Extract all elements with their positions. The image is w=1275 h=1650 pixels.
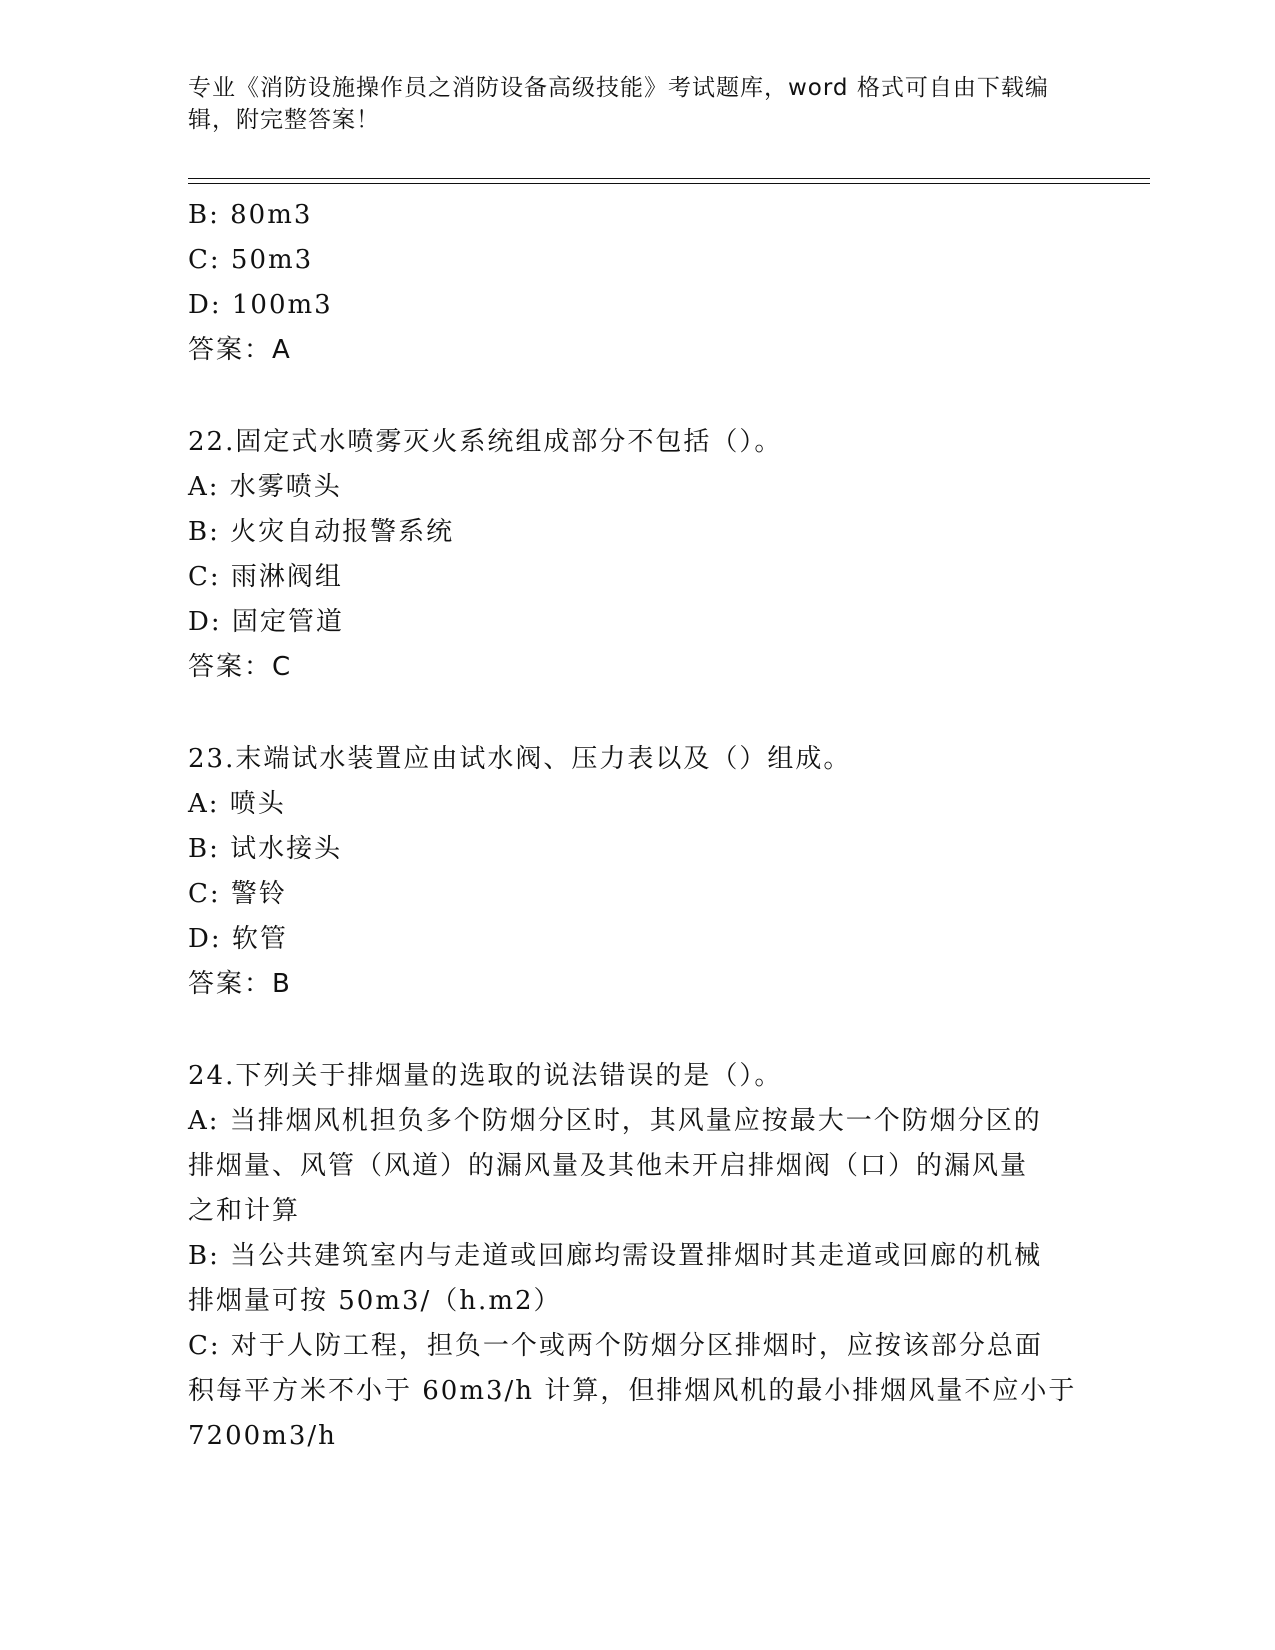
option-d: D: 固定管道 <box>188 607 344 637</box>
question-21 <box>188 193 1088 373</box>
option-b-line-2: 排烟量可按 50m3/（h.m2） <box>188 1286 562 1316</box>
option-c-line-1: C: 对于人防工程，担负一个或两个防烟分区排烟时，应按该部分总面 <box>188 1331 1043 1361</box>
header-note <box>188 72 1088 136</box>
question-text: 24.下列关于排烟量的选取的说法错误的是（）。 <box>188 1061 783 1091</box>
option-a-line-3: 之和计算 <box>188 1196 301 1226</box>
question-23 <box>188 737 1088 1007</box>
option-c: C: 警铃 <box>188 879 287 909</box>
question-text: 23.末端试水装置应由试水阀、压力表以及（）组成。 <box>188 744 852 774</box>
option-a-line-2: 排烟量、风管（风道）的漏风量及其他未开启排烟阀（口）的漏风量 <box>188 1151 1029 1181</box>
option-b: B: 试水接头 <box>188 834 343 864</box>
question-22 <box>188 420 1088 690</box>
question-list <box>188 193 1088 1459</box>
option-b: B: 火灾自动报警系统 <box>188 517 455 547</box>
question-text: 22.固定式水喷雾灭火系统组成部分不包括（）。 <box>188 427 783 457</box>
header-rule-bottom <box>188 183 1150 184</box>
option-c: C: 50m3 <box>188 245 314 275</box>
option-c: C: 雨淋阀组 <box>188 562 343 592</box>
option-b-line-1: B: 当公共建筑室内与走道或回廊均需设置排烟时其走道或回廊的机械 <box>188 1241 1043 1271</box>
option-a: A: 水雾喷头 <box>188 472 342 502</box>
answer: 答案：C <box>188 652 293 682</box>
header-line-2: 辑，附完整答案！ <box>188 107 380 133</box>
option-a: A: 喷头 <box>188 789 286 819</box>
answer: 答案：A <box>188 335 292 365</box>
option-b: B: 80m3 <box>188 200 313 230</box>
option-c-line-3: 7200m3/h <box>188 1421 337 1451</box>
option-d: D: 100m3 <box>188 290 333 320</box>
answer: 答案：B <box>188 969 292 999</box>
option-d: D: 软管 <box>188 924 288 954</box>
question-24 <box>188 1054 1088 1459</box>
option-c-line-2: 积每平方米不小于 60m3/h 计算，但排烟风机的最小排烟风量不应小于 <box>188 1376 1077 1406</box>
header-line-1: 专业《消防设施操作员之消防设备高级技能》考试题库，word 格式可自由下载编 <box>188 75 1049 101</box>
option-a-line-1: A: 当排烟风机担负多个防烟分区时，其风量应按最大一个防烟分区的 <box>188 1106 1042 1136</box>
header-rule-top <box>188 178 1150 179</box>
